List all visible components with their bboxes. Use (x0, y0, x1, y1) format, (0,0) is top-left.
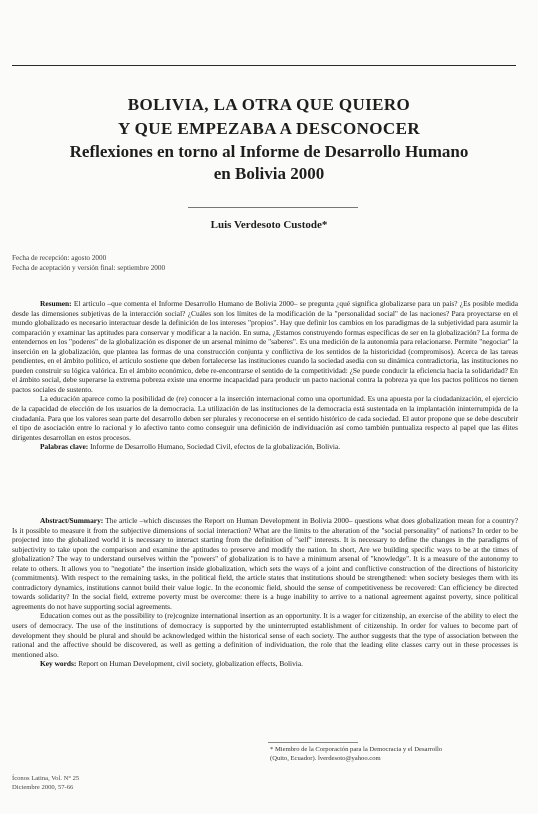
journal-citation (12, 775, 79, 792)
journal-line-1: Íconos Latina, Vol. N° 25 (12, 775, 80, 782)
key-words (12, 659, 518, 669)
subtitle-line-2: en Bolivia 2000 (213, 164, 325, 183)
abstract-section (12, 516, 518, 669)
abstract-paragraph-2: Education comes out as the possibility to (re)cognize international insertion as an opportunity. It is a wager for citizenship, an exercise of the ability to elect the users of democracy. The use of the institutions of democracy is supported by the uninterrupted establishment of citizenship. In order for values to become part of development they should be plural and should be acknowledged within the historical sense of each society. The author suggests that the type of association between the rational and the affective should be discovered, as well as getting a definition of individuation, the role that the leading elite classes carry out in these processes is mentioned also. (12, 611, 518, 659)
title-line-2: Y QUE EMPEZABA A DESCONOCER (117, 119, 421, 138)
resumen-paragraph-1 (12, 299, 518, 394)
key-words-text: Report on Human Development, civil society, globalization effects, Bolivia. (78, 659, 303, 669)
author-footnote (270, 745, 512, 763)
footnote-line-1: * Miembro de la Corporación para la Democracia y el Desarrollo (270, 746, 443, 753)
palabras-clave (12, 442, 518, 452)
resumen-text-1: El artículo –que comenta el Informe Desarrollo Humano de Bolivia 2000– se pregunta ¿qué significa globalizarse para un país? ¿Es posible medida desde las dimensiones subjetivas de la interacción social? ¿Cuáles son los límites de la modificación de la "personalidad social" de las naciones? Para proyectarse en el mundo globalizado es necesario interactuar desde la definición de los intereses "propios". Hay que definir los cambios en los paradigmas de la subjetividad para asumir la comparación y examinar las aptitudes para conservar y modificar a la nación. En suma, ¿Estamos construyendo formas específicas de ser en la globalización? La forma de entendernos en los "poderes" de la globalización es disponer de un arsenal mínimo de "saberes". Es una medición de la autonomía para relacionarse. Permite "negociar" la inserción en la globalización, que plantea las formas de una construcción conjunta y conflictiva de los sentidos de la historicidad (compromisos). Acerca de las tareas pendientes, en el ámbito político, el artículo sostiene que deben fortalecerse las instituciones cuando la sociedad asedia con su dinámica contradictoria, las instituciones no pueden construir su lógica valórica. En el ámbito económico, debe re-encontrarse el sentido de la competitividad: ¿Se puede conducir la eficiencia hacia la solidaridad? En el ámbito social, debe superarse la extrema pobreza existe una enorme incapacidad para producir un pacto nacional contra la pobreza ya que los pactos políticos no tienen pactos sociales de sustento. (12, 299, 518, 394)
footnote-rule (268, 742, 358, 743)
title-line-1: BOLIVIA, LA OTRA QUE QUIERO (127, 95, 411, 114)
top-rule (12, 65, 516, 66)
palabras-clave-label: Palabras clave: (40, 442, 89, 452)
footnote-line-2: (Quito, Ecuador). lverdesoto@yahoo.com (270, 755, 381, 762)
abstract-paragraph-1 (12, 516, 518, 611)
received-date: Fecha de recepción: agosto 2000 (12, 254, 107, 262)
palabras-clave-text: Informe de Desarrollo Humano, Sociedad Civil, efectos de la globalización, Bolivia. (90, 442, 341, 452)
abstract-label: Abstract/Summary: (40, 516, 104, 525)
resumen-section (12, 299, 518, 452)
abstract-text-1: The article –which discusses the Report on Human Development in Bolivia 2000– questions what does globalization mean for a country? Is it possible to measure it from the subjective dimensions of social interaction? What are the limits to the alteration of the "social personality" of nations? In order to be projected into the globalized world it is necessary to interact starting from the definition of "self" interests. It is necessary to define the changes in the paradigms of subjectivity to take upon the comparison and examine the aptitudes to preserve and modify the nation. In short, Are we building specific ways to be at the times of globalization? The way to understand ourselves within the "powers" of globalization is to have a minimum arsenal of "knowledge". It is a measure of the autonomy to relate to others. It allows you to "negotiate" the insertion inside globalization, which sets the ways of a joint and conflictive construction of the directions of historicity (commitments). With respect to the remaining tasks, in the political field, the article states that institutions should be strengthened: when society besieges them with its contradictory dynamics, institutions cannot build their value logic. In the economic field, should the sense of competitiveness be recovered: Can efficiency be directed towards solidarity? In the social field, extreme poverty must be overcome: there is a huge inability to arrive to a national agreement against poverty, since political agreements do not have supporting social agreements. (12, 516, 519, 611)
resumen-paragraph-2: La educación aparece como la posibilidad de (re) conocer a la inserción internacional como una oportunidad. Es una apuesta por la ciudadanización, el ejercicio de la capacidad de elección de los usuarios de la democracia. La utilización de las instituciones de la democracia está sustentada en la implantación ininterrumpida de la ciudadanía. Para que los valores sean parte del desarrollo deben ser plurales y reconocerse en el sentido histórico de cada sociedad. El autor propone que se debe descubrir el tipo de asociación entre lo racional y lo afectivo tanto como conseguir una definición de individuación así como también puntualiza respecto al papel que las élites dirigentes desarrollan en estos procesos. (12, 394, 518, 442)
article-title-block (0, 93, 538, 185)
subtitle-line-1: Reflexiones en torno al Informe de Desarrollo Humano (69, 142, 469, 161)
key-words-label: Key words: (40, 659, 77, 669)
author-rule (188, 207, 358, 208)
journal-line-2: Diciembre 2000, 57-66 (12, 783, 74, 791)
resumen-label: Resumen: (40, 299, 72, 308)
dates-block (12, 253, 165, 273)
author-name: Luis Verdesoto Custode* (210, 219, 328, 231)
accepted-date: Fecha de aceptación y versión final: septiembre 2000 (12, 264, 166, 272)
